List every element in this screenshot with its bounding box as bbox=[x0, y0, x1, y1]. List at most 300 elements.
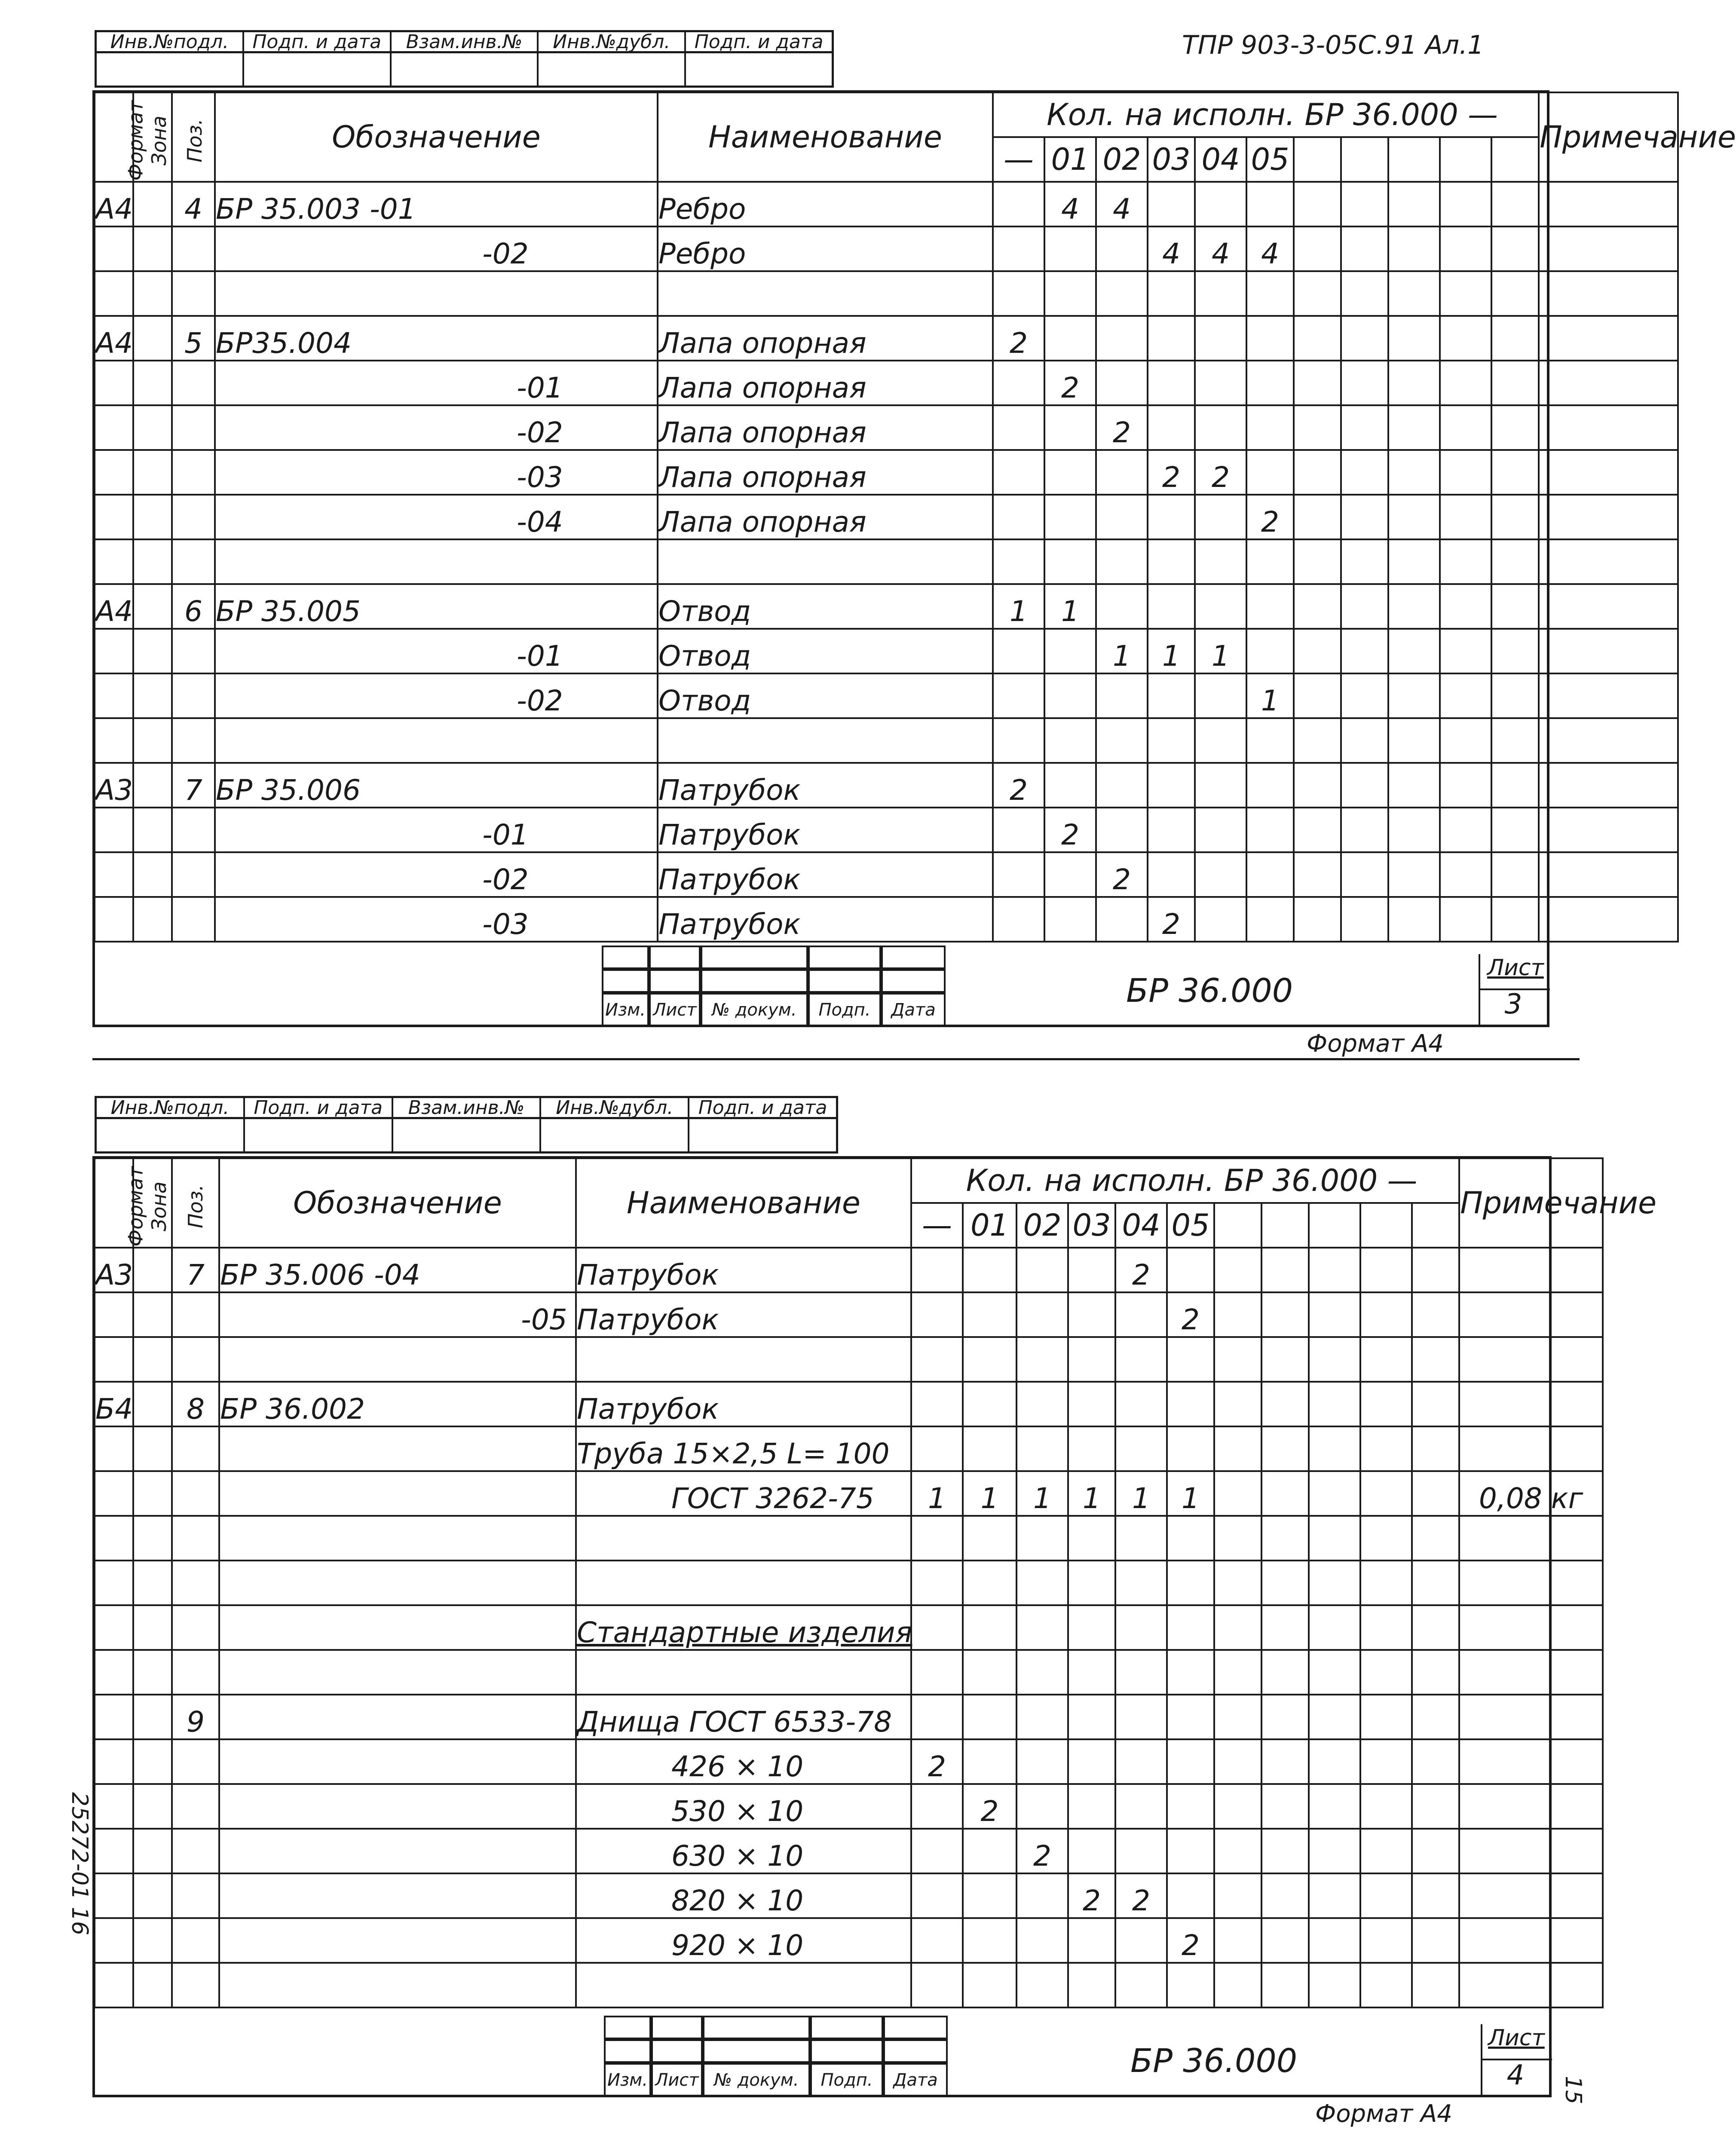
format-cell bbox=[95, 1292, 133, 1337]
position-cell: 7 bbox=[172, 763, 215, 808]
qty-cell bbox=[1261, 1426, 1309, 1471]
tb-cell bbox=[883, 2016, 948, 2039]
qty-cell bbox=[911, 1784, 963, 1829]
qty-cell bbox=[1214, 1650, 1261, 1695]
note-cell bbox=[1539, 539, 1678, 584]
table-row bbox=[95, 539, 1678, 584]
table-row bbox=[95, 1873, 1603, 1918]
format-cell bbox=[95, 897, 133, 942]
qty-cell: 2 bbox=[1148, 450, 1195, 495]
qty-cell bbox=[1016, 1963, 1068, 2007]
qty-cell bbox=[993, 182, 1044, 226]
name-cell bbox=[658, 271, 993, 316]
approval-value bbox=[686, 53, 832, 86]
designation-cell bbox=[219, 1561, 576, 1605]
name-cell: Ребро bbox=[658, 226, 993, 271]
qty-cell bbox=[1294, 271, 1341, 316]
qty-cell bbox=[1341, 361, 1388, 405]
designation-cell: -01 bbox=[215, 629, 658, 673]
zone-cell bbox=[133, 1426, 172, 1471]
zone-cell bbox=[133, 1695, 172, 1739]
qty-cell bbox=[1016, 1248, 1068, 1292]
side-archive-number: 25272-01 16 bbox=[67, 1792, 92, 1936]
qty-cell: 2 bbox=[1016, 1829, 1068, 1873]
qty-cell bbox=[1294, 629, 1341, 673]
document-code-top: ТПР 903-3-05С.91 Ал.1 bbox=[1182, 30, 1484, 60]
qty-cell bbox=[1440, 361, 1491, 405]
qty-cell bbox=[1068, 1561, 1115, 1605]
header-name: Наименование bbox=[658, 92, 993, 182]
qty-cell bbox=[993, 226, 1044, 271]
note-cell bbox=[1459, 1784, 1603, 1829]
qty-cell bbox=[1491, 718, 1539, 763]
qty-cell bbox=[1309, 1337, 1360, 1382]
qty-cell bbox=[1195, 897, 1246, 942]
note-cell bbox=[1539, 584, 1678, 629]
qty-cell bbox=[1309, 1784, 1360, 1829]
zone-cell bbox=[133, 361, 172, 405]
format-cell bbox=[95, 1516, 133, 1561]
qty-cell bbox=[1246, 182, 1294, 226]
zone-cell bbox=[133, 1873, 172, 1918]
name-cell: Лапа опорная bbox=[658, 316, 993, 361]
qty-cell bbox=[1096, 763, 1148, 808]
qty-cell bbox=[1214, 1516, 1261, 1561]
qty-cell bbox=[1195, 271, 1246, 316]
note-cell bbox=[1539, 361, 1678, 405]
qty-cell bbox=[1294, 226, 1341, 271]
variant-header-cell: 04 bbox=[1195, 137, 1246, 182]
designation-cell bbox=[219, 1337, 576, 1382]
qty-cell: 2 bbox=[1115, 1248, 1167, 1292]
table-row bbox=[95, 226, 1678, 271]
doc-code: БР 36.000 bbox=[1126, 971, 1293, 1010]
sheet-number: 4 bbox=[1506, 2059, 1525, 2091]
qty-cell bbox=[1440, 897, 1491, 942]
variant-header-cell: 03 bbox=[1148, 137, 1195, 182]
table-row bbox=[95, 1337, 1603, 1382]
title-block bbox=[604, 2016, 948, 2097]
qty-cell bbox=[1115, 1695, 1167, 1739]
qty-cell bbox=[1388, 673, 1440, 718]
format-label: Формат А4 bbox=[1315, 2100, 1452, 2128]
qty-cell bbox=[1388, 629, 1440, 673]
position-cell bbox=[172, 1873, 219, 1918]
zone-cell bbox=[133, 405, 172, 450]
zone-cell bbox=[133, 1784, 172, 1829]
qty-cell bbox=[1491, 226, 1539, 271]
format-cell bbox=[95, 1471, 133, 1516]
qty-cell bbox=[993, 405, 1044, 450]
qty-cell bbox=[1261, 1516, 1309, 1561]
qty-cell bbox=[1440, 495, 1491, 539]
qty-cell bbox=[1440, 450, 1491, 495]
qty-cell bbox=[1388, 495, 1440, 539]
qty-cell bbox=[963, 1963, 1016, 2007]
qty-cell bbox=[1360, 1784, 1412, 1829]
qty-cell bbox=[1167, 1963, 1214, 2007]
tb-cell bbox=[808, 946, 881, 969]
header-note: Примечание bbox=[1539, 92, 1678, 182]
note-cell bbox=[1459, 1248, 1603, 1292]
zone-cell bbox=[133, 1382, 172, 1426]
spec-table bbox=[94, 1157, 1657, 2008]
qty-cell bbox=[1261, 1918, 1309, 1963]
position-cell bbox=[172, 1471, 219, 1516]
qty-cell bbox=[911, 1426, 963, 1471]
position-cell bbox=[172, 1918, 219, 1963]
qty-cell bbox=[1167, 1829, 1214, 1873]
format-label: Формат А4 bbox=[1307, 1030, 1444, 1058]
qty-cell bbox=[1246, 897, 1294, 942]
qty-cell bbox=[1412, 1516, 1459, 1561]
table-row bbox=[95, 763, 1678, 808]
qty-cell bbox=[911, 1963, 963, 2007]
name-cell: 530 × 10 bbox=[576, 1784, 911, 1829]
qty-cell bbox=[1440, 539, 1491, 584]
designation-cell bbox=[219, 1471, 576, 1516]
position-cell bbox=[172, 1605, 219, 1650]
qty-cell bbox=[1440, 763, 1491, 808]
sheet-1 bbox=[0, 0, 1736, 1066]
qty-cell bbox=[1214, 1248, 1261, 1292]
qty-cell bbox=[1412, 1561, 1459, 1605]
qty-cell bbox=[911, 1248, 963, 1292]
page-mark: 15 bbox=[1560, 2076, 1586, 2105]
qty-cell: 1 bbox=[1016, 1471, 1068, 1516]
position-cell bbox=[172, 1650, 219, 1695]
qty-cell: 1 bbox=[1115, 1471, 1167, 1516]
qty-cell bbox=[1195, 405, 1246, 450]
qty-cell bbox=[1016, 1650, 1068, 1695]
qty-cell bbox=[1195, 584, 1246, 629]
qty-cell bbox=[1115, 1426, 1167, 1471]
qty-cell bbox=[1068, 1337, 1115, 1382]
approval-cell: Подп. и дата bbox=[244, 32, 392, 51]
format-cell bbox=[95, 629, 133, 673]
position-cell bbox=[172, 673, 215, 718]
format-cell bbox=[95, 450, 133, 495]
qty-cell bbox=[1294, 539, 1341, 584]
qty-cell bbox=[1246, 539, 1294, 584]
name-cell: 426 × 10 bbox=[576, 1739, 911, 1784]
format-cell bbox=[95, 539, 133, 584]
qty-cell bbox=[1388, 897, 1440, 942]
name-cell: Патрубок bbox=[658, 852, 993, 897]
format-cell bbox=[95, 1739, 133, 1784]
qty-cell bbox=[1016, 1739, 1068, 1784]
header-qty: Кол. на исполн. БР 36.000 — bbox=[911, 1158, 1459, 1203]
designation-cell: -01 bbox=[215, 361, 658, 405]
qty-cell bbox=[1214, 1382, 1261, 1426]
qty-cell bbox=[1044, 271, 1096, 316]
position-cell bbox=[172, 271, 215, 316]
approval-value bbox=[393, 1119, 542, 1151]
name-cell: Патрубок bbox=[576, 1292, 911, 1337]
qty-cell bbox=[1341, 316, 1388, 361]
qty-cell bbox=[1148, 808, 1195, 852]
qty-cell bbox=[1294, 405, 1341, 450]
qty-cell bbox=[1214, 1605, 1261, 1650]
position-cell bbox=[172, 1963, 219, 2007]
qty-cell bbox=[1360, 1739, 1412, 1784]
tb-cell bbox=[602, 969, 649, 993]
format-cell bbox=[95, 1650, 133, 1695]
qty-cell bbox=[1491, 182, 1539, 226]
qty-cell bbox=[1115, 1739, 1167, 1784]
qty-cell bbox=[1440, 629, 1491, 673]
qty-cell bbox=[1044, 763, 1096, 808]
qty-cell bbox=[1096, 808, 1148, 852]
name-cell bbox=[576, 1963, 911, 2007]
format-cell bbox=[95, 1873, 133, 1918]
qty-cell bbox=[1309, 1471, 1360, 1516]
qty-cell bbox=[1016, 1873, 1068, 1918]
qty-cell bbox=[911, 1695, 963, 1739]
qty-cell bbox=[1341, 584, 1388, 629]
qty-cell bbox=[1167, 1739, 1214, 1784]
table-row bbox=[95, 1695, 1603, 1739]
qty-cell bbox=[911, 1292, 963, 1337]
qty-cell bbox=[1195, 763, 1246, 808]
table-row bbox=[95, 718, 1678, 763]
qty-cell bbox=[1412, 1873, 1459, 1918]
approval-cell: Инв.№подл. bbox=[97, 1098, 245, 1117]
qty-cell: 1 bbox=[963, 1471, 1016, 1516]
qty-cell bbox=[1016, 1695, 1068, 1739]
qty-cell bbox=[1096, 450, 1148, 495]
approval-value bbox=[541, 1119, 689, 1151]
format-cell bbox=[95, 1605, 133, 1650]
qty-cell bbox=[963, 1739, 1016, 1784]
note-cell bbox=[1539, 182, 1678, 226]
zone-cell bbox=[133, 897, 172, 942]
table-row bbox=[95, 405, 1678, 450]
zone-cell bbox=[133, 1829, 172, 1873]
qty-cell bbox=[1388, 182, 1440, 226]
designation-cell: -02 bbox=[215, 852, 658, 897]
qty-cell bbox=[1016, 1426, 1068, 1471]
qty-cell bbox=[1016, 1292, 1068, 1337]
qty-cell bbox=[993, 718, 1044, 763]
qty-cell bbox=[1246, 271, 1294, 316]
tb-cell bbox=[651, 2016, 703, 2039]
format-cell bbox=[95, 271, 133, 316]
qty-cell bbox=[1068, 1292, 1115, 1337]
qty-cell bbox=[1440, 226, 1491, 271]
qty-cell bbox=[1096, 539, 1148, 584]
qty-cell: 4 bbox=[1148, 226, 1195, 271]
qty-cell bbox=[963, 1873, 1016, 1918]
variant-header-cell: 05 bbox=[1246, 137, 1294, 182]
variant-header-cell bbox=[1360, 1203, 1412, 1248]
qty-cell bbox=[1115, 1963, 1167, 2007]
qty-cell bbox=[1491, 852, 1539, 897]
format-cell bbox=[95, 1963, 133, 2007]
qty-cell: 4 bbox=[1246, 226, 1294, 271]
qty-cell bbox=[993, 629, 1044, 673]
qty-cell bbox=[1167, 1561, 1214, 1605]
qty-cell: 1 bbox=[1167, 1471, 1214, 1516]
qty-cell bbox=[1096, 673, 1148, 718]
qty-cell bbox=[1044, 495, 1096, 539]
qty-cell bbox=[1016, 1784, 1068, 1829]
position-cell bbox=[172, 226, 215, 271]
name-cell bbox=[658, 539, 993, 584]
tb-cell bbox=[649, 969, 701, 993]
qty-cell bbox=[911, 1918, 963, 1963]
position-cell bbox=[172, 629, 215, 673]
qty-cell bbox=[1341, 182, 1388, 226]
tb-label: № докум. bbox=[701, 993, 808, 1027]
qty-cell bbox=[1309, 1426, 1360, 1471]
qty-cell bbox=[1388, 361, 1440, 405]
qty-cell bbox=[1246, 316, 1294, 361]
header-zone: Зона bbox=[133, 92, 172, 182]
note-cell bbox=[1459, 1382, 1603, 1426]
qty-cell bbox=[1115, 1292, 1167, 1337]
qty-cell bbox=[1246, 763, 1294, 808]
tb-cell bbox=[701, 946, 808, 969]
qty-cell bbox=[1491, 405, 1539, 450]
table-row bbox=[95, 1605, 1603, 1650]
header-format: Формат bbox=[95, 1158, 133, 1248]
zone-cell bbox=[133, 1471, 172, 1516]
qty-cell bbox=[1440, 808, 1491, 852]
zone-cell bbox=[133, 584, 172, 629]
qty-cell bbox=[1360, 1426, 1412, 1471]
qty-cell: 2 bbox=[1148, 897, 1195, 942]
qty-cell bbox=[1246, 361, 1294, 405]
variant-header-cell: 04 bbox=[1115, 1203, 1167, 1248]
qty-cell bbox=[1214, 1695, 1261, 1739]
qty-cell bbox=[1261, 1873, 1309, 1918]
qty-cell bbox=[993, 495, 1044, 539]
qty-cell bbox=[1294, 182, 1341, 226]
table-row bbox=[95, 673, 1678, 718]
sheet-label: Лист bbox=[1488, 2025, 1545, 2051]
qty-cell bbox=[1360, 1248, 1412, 1292]
qty-cell bbox=[1068, 1739, 1115, 1784]
qty-cell bbox=[1491, 584, 1539, 629]
position-cell bbox=[172, 1516, 219, 1561]
variant-header-cell bbox=[1440, 137, 1491, 182]
position-cell: 8 bbox=[172, 1382, 219, 1426]
qty-cell bbox=[1440, 316, 1491, 361]
header-zone: Зона bbox=[133, 1158, 172, 1248]
format-cell bbox=[95, 226, 133, 271]
designation-cell bbox=[219, 1918, 576, 1963]
tb-cell bbox=[808, 969, 881, 993]
zone-cell bbox=[133, 495, 172, 539]
format-cell: А4 bbox=[95, 316, 133, 361]
qty-cell bbox=[1412, 1248, 1459, 1292]
format-cell bbox=[95, 405, 133, 450]
name-cell: Патрубок bbox=[658, 897, 993, 942]
format-cell bbox=[95, 495, 133, 539]
qty-cell bbox=[1261, 1650, 1309, 1695]
qty-cell bbox=[1261, 1695, 1309, 1739]
qty-cell: 4 bbox=[1195, 226, 1246, 271]
note-cell bbox=[1459, 1561, 1603, 1605]
qty-cell bbox=[1068, 1784, 1115, 1829]
zone-cell bbox=[133, 226, 172, 271]
variant-header-cell bbox=[1388, 137, 1440, 182]
name-cell: Патрубок bbox=[658, 808, 993, 852]
qty-cell bbox=[1491, 763, 1539, 808]
approval-cell: Инв.№дубл. bbox=[541, 1098, 689, 1117]
format-cell bbox=[95, 808, 133, 852]
table-row bbox=[95, 1471, 1603, 1516]
zone-cell bbox=[133, 763, 172, 808]
qty-cell bbox=[1360, 1695, 1412, 1739]
approval-value bbox=[244, 53, 392, 86]
name-cell: Лапа опорная bbox=[658, 495, 993, 539]
designation-cell bbox=[219, 1963, 576, 2007]
name-cell: 630 × 10 bbox=[576, 1829, 911, 1873]
header-qty: Кол. на исполн. БР 36.000 — bbox=[993, 92, 1539, 137]
qty-cell bbox=[1044, 450, 1096, 495]
note-cell bbox=[1459, 1829, 1603, 1873]
qty-cell bbox=[1412, 1963, 1459, 2007]
qty-cell bbox=[1096, 226, 1148, 271]
qty-cell bbox=[1440, 584, 1491, 629]
qty-cell bbox=[1096, 495, 1148, 539]
qty-cell bbox=[1491, 808, 1539, 852]
approval-value bbox=[392, 53, 539, 86]
qty-cell bbox=[1195, 673, 1246, 718]
qty-cell bbox=[1360, 1650, 1412, 1695]
position-cell bbox=[172, 495, 215, 539]
qty-cell bbox=[1341, 271, 1388, 316]
qty-cell bbox=[1044, 405, 1096, 450]
qty-cell: 2 bbox=[963, 1784, 1016, 1829]
qty-cell bbox=[1115, 1561, 1167, 1605]
qty-cell bbox=[1261, 1829, 1309, 1873]
qty-cell: 1 bbox=[1195, 629, 1246, 673]
designation-cell: БР35.004 bbox=[215, 316, 658, 361]
qty-cell bbox=[1412, 1918, 1459, 1963]
qty-cell bbox=[963, 1829, 1016, 1873]
designation-cell: -03 bbox=[215, 450, 658, 495]
qty-cell bbox=[1068, 1516, 1115, 1561]
qty-cell bbox=[1388, 405, 1440, 450]
qty-cell bbox=[963, 1695, 1016, 1739]
qty-cell bbox=[1068, 1963, 1115, 2007]
qty-cell bbox=[1214, 1963, 1261, 2007]
approval-value bbox=[689, 1119, 836, 1151]
qty-cell bbox=[1096, 718, 1148, 763]
zone-cell bbox=[133, 1516, 172, 1561]
variant-header-cell bbox=[1412, 1203, 1459, 1248]
qty-cell bbox=[993, 539, 1044, 584]
qty-cell bbox=[1412, 1337, 1459, 1382]
note-cell bbox=[1459, 1605, 1603, 1650]
table-row bbox=[95, 1963, 1603, 2007]
qty-cell: 2 bbox=[1096, 852, 1148, 897]
qty-cell bbox=[1341, 405, 1388, 450]
qty-cell bbox=[963, 1292, 1016, 1337]
name-cell: Лапа опорная bbox=[658, 450, 993, 495]
qty-cell bbox=[963, 1382, 1016, 1426]
format-cell bbox=[95, 718, 133, 763]
qty-cell bbox=[1195, 808, 1246, 852]
format-cell: Б4 bbox=[95, 1382, 133, 1426]
designation-cell: -03 bbox=[215, 897, 658, 942]
qty-cell bbox=[1491, 629, 1539, 673]
note-cell bbox=[1539, 450, 1678, 495]
qty-cell: 2 bbox=[1044, 361, 1096, 405]
